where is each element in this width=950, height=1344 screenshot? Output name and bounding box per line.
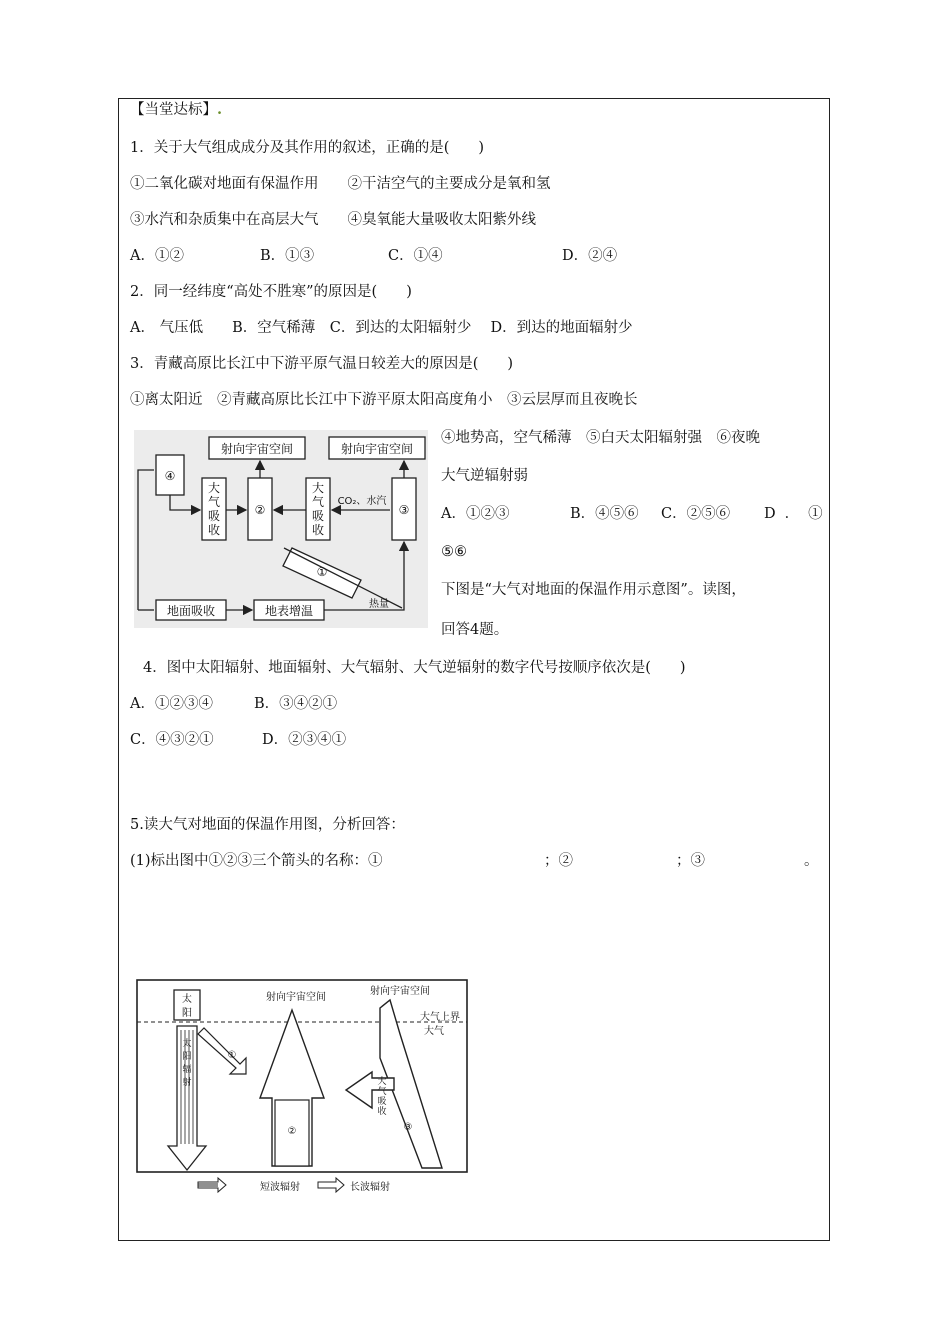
q3-statements-2: ④地势高，空气稀薄 ⑤白天太阳辐射强 ⑥夜晚 bbox=[441, 430, 760, 446]
greenhouse-flow-diagram bbox=[134, 430, 428, 628]
fig2-num-3: ③ bbox=[403, 1122, 413, 1133]
q1-option-a[interactable]: A．①② bbox=[130, 248, 184, 264]
q1-stem: 1．关于大气组成成分及其作用的叙述，正确的是( ) bbox=[130, 140, 485, 156]
fig2-space-left: 射向宇宙空间 bbox=[266, 992, 326, 1003]
fig2-space-right: 射向宇宙空间 bbox=[370, 986, 430, 997]
q3-option-c[interactable]: C．②⑤⑥ bbox=[661, 506, 731, 522]
fig1-num-1: ① bbox=[316, 565, 328, 579]
q3-option-d-cont: ⑤⑥ bbox=[441, 544, 467, 560]
q5-sep-3: ；③ bbox=[676, 853, 705, 869]
fig1-space-right-label: 射向宇宙空间 bbox=[340, 442, 414, 456]
fig2-num-2: ② bbox=[287, 1126, 297, 1137]
q3-option-a[interactable]: A．①②③ bbox=[441, 506, 510, 522]
q4-intro-2: 回答4题。 bbox=[441, 622, 509, 638]
fig1-gases: CO₂、水汽 bbox=[337, 496, 387, 507]
q4-stem: 4．图中太阳辐射、地面辐射、大气辐射、大气逆辐射的数字代号按顺序依次是( ) bbox=[143, 660, 686, 676]
q1-statements-1: ①二氧化碳对地面有保温作用 ②干洁空气的主要成分是氧和氢 bbox=[130, 176, 551, 192]
section-header: 【当堂达标】. bbox=[130, 101, 223, 118]
legend-short-wave: 短波辐射 bbox=[260, 1182, 300, 1193]
q1-statements-2: ③水汽和杂质集中在高层大气 ④臭氧能大量吸收太阳紫外线 bbox=[130, 212, 536, 228]
q5-blank-2[interactable] bbox=[584, 851, 670, 871]
fig1-num-3: ③ bbox=[398, 503, 410, 517]
q3-stem: 3．青藏高原比长江中下游平原气温日较差大的原因是( ) bbox=[130, 356, 514, 372]
fig1-absorb-left-label: 大气吸收 bbox=[207, 481, 221, 537]
q4-option-c[interactable]: C．④③②① bbox=[130, 732, 214, 748]
q1-option-d[interactable]: D．②④ bbox=[562, 248, 618, 264]
q5-stem: 5.读大气对地面的保温作用图，分析回答： bbox=[130, 817, 405, 833]
q5-end: 。 bbox=[804, 853, 819, 869]
fig1-heat: 热量 bbox=[369, 599, 389, 610]
q4-option-d[interactable]: D．②③④① bbox=[262, 732, 347, 748]
fig2-num-1: ① bbox=[227, 1050, 237, 1061]
q5-part1-label: (1)标出图中①②③三个箭头的名称：① bbox=[130, 853, 383, 869]
q3-option-d[interactable]: D．① bbox=[764, 506, 832, 522]
q4-option-b[interactable]: B．③④②① bbox=[254, 696, 338, 712]
q2-options[interactable]: A． 气压低 B．空气稀薄 C．到达的太阳辐射少 D．到达的地面辐射少 bbox=[130, 320, 633, 336]
greenhouse-svg bbox=[132, 978, 472, 1200]
fig1-ground-absorb: 地面吸收 bbox=[166, 604, 216, 618]
fig1-space-left-label: 射向宇宙空间 bbox=[220, 442, 294, 456]
fig1-num-2: ② bbox=[254, 503, 266, 517]
q3-option-b[interactable]: B．④⑤⑥ bbox=[570, 506, 639, 522]
fig1-absorb-right-label: 大气吸收 bbox=[311, 481, 325, 537]
q1-option-c[interactable]: C．①④ bbox=[388, 248, 443, 264]
legend-long-wave: 长波辐射 bbox=[350, 1182, 390, 1193]
q5-blank-1[interactable] bbox=[452, 851, 538, 871]
q4-intro-1: 下图是“大气对地面的保温作用示意图”。读图， bbox=[441, 582, 746, 598]
q4-option-a[interactable]: A．①②③④ bbox=[130, 696, 213, 712]
fig2-absorb-label-1: 大气 bbox=[377, 1077, 387, 1097]
fig2-solar-radiation-label: 太阳辐射 bbox=[182, 1039, 192, 1088]
flow-diagram-svg bbox=[134, 430, 428, 628]
q5-blank-3[interactable] bbox=[716, 851, 802, 871]
fig2-atmosphere: 大气 bbox=[424, 1026, 444, 1037]
fig1-num-4: ④ bbox=[164, 469, 176, 483]
greenhouse-effect-diagram bbox=[132, 978, 472, 1200]
fig1-surface-warm: 地表增温 bbox=[264, 604, 314, 618]
q3-statements-1: ①离太阳近 ②青藏高原比长江中下游平原太阳高度角小 ③云层厚而且夜晚长 bbox=[130, 392, 638, 408]
q5-sep-2: ；② bbox=[544, 853, 573, 869]
fig2-absorb-label-2: 吸收 bbox=[377, 1097, 387, 1117]
fig2-sun-label: 太阳 bbox=[182, 994, 192, 1019]
q2-stem: 2．同一经纬度“高处不胜寒”的原因是( ) bbox=[130, 284, 412, 300]
fig2-top-atmosphere: 大气上界 bbox=[420, 1012, 460, 1023]
q1-option-b[interactable]: B．①③ bbox=[260, 248, 315, 264]
q3-statements-3: 大气逆辐射弱 bbox=[441, 468, 528, 484]
